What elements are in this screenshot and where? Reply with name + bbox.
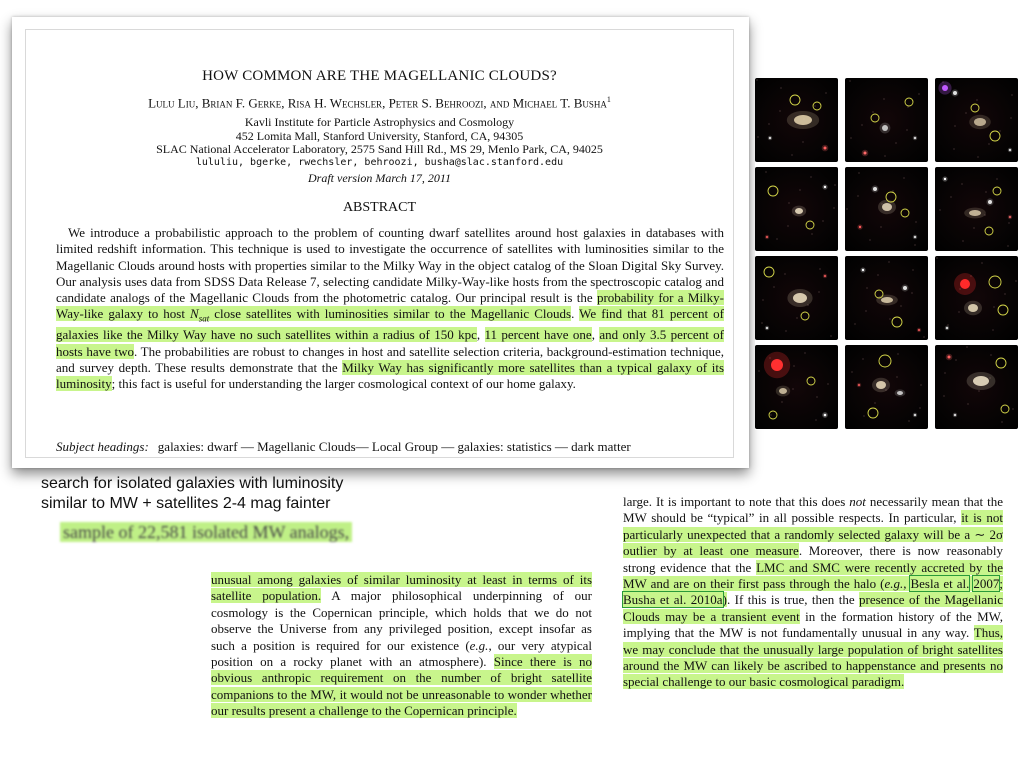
star — [766, 236, 768, 238]
galaxy — [876, 381, 886, 389]
background-star — [812, 234, 813, 235]
background-star — [909, 421, 910, 422]
excerpt-text: . If this is true, then the — [726, 592, 860, 608]
background-star — [966, 113, 967, 114]
background-star — [994, 307, 995, 308]
abstract-card — [12, 17, 749, 468]
galaxy — [795, 208, 803, 214]
satellite-marker-circle — [769, 411, 777, 419]
background-star — [1012, 95, 1013, 96]
star — [824, 147, 827, 150]
background-star — [881, 227, 882, 228]
background-star — [847, 209, 848, 210]
background-star — [828, 384, 829, 385]
fragment-text: sample of 22,581 isolated MW analogs, — [60, 522, 352, 542]
star — [942, 85, 948, 91]
background-star — [759, 371, 760, 372]
galaxy-thumbnail-image — [935, 167, 1018, 251]
background-star — [785, 274, 786, 275]
galaxy — [988, 200, 992, 204]
author-list — [26, 95, 733, 111]
star — [858, 384, 860, 386]
galaxy — [794, 115, 812, 125]
excerpt-text: not — [849, 494, 866, 509]
background-star — [815, 106, 816, 107]
satellite-marker-circle — [764, 267, 774, 277]
background-star — [907, 130, 908, 131]
background-star — [963, 241, 964, 242]
background-star — [1005, 294, 1006, 295]
star — [1009, 149, 1011, 151]
abstract-text: , — [591, 327, 600, 343]
galaxy-thumbnail-image — [845, 167, 928, 251]
galaxy-thumbnail-image — [845, 256, 928, 340]
highlight: presence of the Magellanic Clouds may be a transient event — [623, 592, 1003, 624]
highlight-text: ) — [722, 592, 727, 608]
galaxy — [882, 203, 892, 211]
galaxy-thumbnail-image — [755, 345, 838, 429]
background-star — [858, 196, 859, 197]
background-star — [789, 203, 790, 204]
galaxy-thumbnail — [755, 167, 838, 251]
satellite-marker-circle — [1001, 405, 1009, 413]
galaxy-thumbnail — [935, 78, 1018, 162]
background-star — [1002, 422, 1003, 423]
excerpt-text: . Moreover, there is now reasonably strong evidence that the — [623, 543, 1003, 575]
citation-link[interactable]: Busha et al. 2010a — [623, 592, 723, 608]
star — [824, 414, 827, 417]
galaxy — [779, 388, 787, 394]
highlight: Milky Way has significantly more satellites than a typical galaxy of its luminosity — [56, 359, 725, 392]
background-star — [811, 177, 812, 178]
galaxy-thumbnail — [935, 167, 1018, 251]
affiliation-line: SLAC National Accelerator Laboratory, 2575 Sand Hill Rd., MS 29, Menlo Park, CA, 94025 — [156, 142, 603, 156]
galaxy — [953, 91, 957, 95]
background-star — [1016, 281, 1017, 282]
star — [824, 186, 826, 188]
background-star — [878, 275, 879, 276]
excerpt-left — [211, 572, 592, 720]
satellite-marker-circle — [801, 312, 809, 320]
highlight: it is not particularly unexpected that a randomly selected galaxy will be a ∼ 2σ outlier by at least one measure — [623, 510, 1003, 559]
background-star — [831, 336, 832, 337]
background-star — [889, 262, 890, 263]
background-star — [834, 208, 835, 209]
subject-text: galaxies: dwarf — Magellanic Clouds— Local Group — galaxies: statistics — dark matter — [157, 439, 631, 454]
star — [948, 356, 951, 359]
star — [946, 327, 948, 329]
background-star — [863, 359, 864, 360]
background-star — [908, 107, 909, 108]
background-star — [913, 270, 914, 271]
background-star — [915, 245, 916, 246]
background-star — [866, 311, 867, 312]
background-star — [967, 347, 968, 348]
background-star — [800, 190, 801, 191]
background-star — [974, 228, 975, 229]
galaxy-thumbnail-image — [755, 167, 838, 251]
authors-text: Lulu Liu, Brian F. Gerke, Risa H. Wechsler, Peter S. Behroozi, and Michael T. Busha — [148, 95, 607, 111]
highlight: Thus, we may conclude that the unusually large population of bright satellites around the MW can likely be ascribed to happenstance and presents no special challenge to our basic cosmological paradigm. — [623, 625, 1003, 690]
background-star — [763, 300, 764, 301]
satellite-marker-circle — [985, 227, 993, 235]
abstract-text: ; this fact is useful for understanding the larger cosmological context of our home galaxy. — [111, 376, 576, 392]
background-star — [979, 391, 980, 392]
star — [914, 137, 916, 139]
star — [944, 178, 946, 180]
background-star — [788, 226, 789, 227]
background-star — [945, 373, 946, 374]
background-star — [835, 185, 836, 186]
background-star — [1000, 131, 1001, 132]
background-star — [884, 99, 885, 100]
background-star — [916, 222, 917, 223]
galaxy — [897, 391, 903, 395]
background-star — [1008, 246, 1009, 247]
satellite-marker-circle — [892, 317, 902, 327]
galaxy — [973, 376, 989, 386]
star — [960, 279, 970, 289]
citation-link[interactable]: 2007 — [973, 576, 1000, 592]
background-star — [919, 94, 920, 95]
excerpt-text: large. It is important to note that this does — [623, 494, 850, 509]
star — [914, 236, 916, 238]
highlight: Since there is no obvious anthropic requirement on the number of bright satellite companions to the MW, it would not be unreasonable to wonder whether our results present a challenge to the Copernican principle. — [211, 654, 592, 719]
galaxy-thumbnail — [755, 78, 838, 162]
star — [766, 327, 768, 329]
background-star — [993, 330, 994, 331]
galaxy-thumbnail-image — [845, 78, 928, 162]
background-star — [989, 144, 990, 145]
background-star — [757, 80, 758, 81]
star — [954, 414, 956, 416]
background-star — [977, 100, 978, 101]
background-star — [956, 360, 957, 361]
background-star — [781, 88, 782, 89]
satellite-marker-circle — [989, 276, 1001, 288]
satellite-marker-circle — [768, 186, 778, 196]
satellite-marker-circle — [990, 131, 1000, 141]
galaxy-thumbnail-image — [755, 256, 838, 340]
background-star — [893, 191, 894, 192]
background-star — [951, 197, 952, 198]
satellite-marker-circle — [998, 305, 1008, 315]
affiliation-line: 452 Lomita Mall, Stanford University, Stanford, CA, 94305 — [235, 129, 524, 143]
galaxy — [968, 304, 978, 312]
highlighted-fragment — [60, 522, 410, 546]
excerpt-text: , our very atypical position on a rocky planet with an atmosphere). — [211, 637, 593, 670]
galaxy-thumbnail-image — [935, 345, 1018, 429]
background-star — [780, 111, 781, 112]
galaxy-thumbnail — [845, 78, 928, 162]
satellite-marker-circle — [813, 102, 821, 110]
galaxy — [793, 293, 807, 303]
abstract-text: We introduce a probabilistic approach to the problem of counting dwarf satellites around host galaxies in databases with limited redshift information. This technique is used to investigate the occurrence of satellites with luminosities similar to the Magellanic Clouds around hosts with properties similar to the Milky Way in the object catalog of the Sloan Digital Sky Survey. Our analysis uses data from SDSS Data Release 7, selecting candidate Milky-Way-like hosts from the spectroscopic catalog and candidate analogs of the Magellanic Clouds from the photometric catalog. Our principal result is the — [56, 225, 724, 306]
highlight: 11 percent have one — [484, 327, 592, 343]
background-star — [852, 372, 853, 373]
background-star — [898, 354, 899, 355]
background-star — [959, 312, 960, 313]
background-star — [819, 292, 820, 293]
abstract-body — [56, 225, 724, 393]
author-emails: lululiu, bgerke, rwechsler, behroozi, busha@slac.stanford.edu — [195, 157, 564, 168]
galaxy — [873, 187, 877, 191]
abstract-text: . The probabilities are robust to changes in host and satellite selection criteria, background-estimation technique, and survey depth. These results demonstrate that the — [56, 343, 724, 375]
galaxy — [969, 210, 981, 216]
highlight-text: LMC and SMC were recently accreted by the MW and are on their first pass through the halo ( — [623, 559, 1003, 592]
slide-annotation: search for isolated galaxies with luminosity similar to MW + satellites 2-4 mag fainter — [41, 475, 344, 512]
satellite-marker-circle — [886, 192, 896, 202]
background-star — [855, 324, 856, 325]
background-star — [897, 377, 898, 378]
highlight-text: , — [903, 576, 911, 592]
satellite-marker-circle — [901, 209, 909, 217]
background-star — [968, 404, 969, 405]
background-star — [820, 269, 821, 270]
satellite-marker-circle — [996, 358, 1006, 368]
satellite-marker-circle — [871, 114, 879, 122]
galaxy-thumbnail-image — [935, 78, 1018, 162]
galaxy-thumbnail-image — [845, 345, 928, 429]
background-star — [762, 323, 763, 324]
highlight: and only 3.5 percent of hosts have two — [56, 327, 725, 359]
background-star — [859, 173, 860, 174]
excerpt-text: necessarily mean that the MW should be “typical” in all possible respects. In particular, — [623, 494, 1003, 526]
highlight-text: probability for a Milky-Way-like galaxy to host — [56, 290, 724, 322]
background-star — [901, 306, 902, 307]
background-star — [982, 263, 983, 264]
background-star — [896, 143, 897, 144]
galaxy — [903, 286, 907, 290]
abstract-text: , — [476, 327, 485, 343]
star — [771, 359, 783, 371]
background-star — [1009, 223, 1010, 224]
background-star — [771, 415, 772, 416]
galaxy-thumbnail — [845, 345, 928, 429]
author-footnote-mark: 1 — [606, 95, 611, 104]
highlight-text: close satellites with luminosities similar to the Magellanic Clouds — [209, 306, 572, 322]
background-star — [851, 138, 852, 139]
excerpt-right — [623, 494, 1003, 691]
background-star — [766, 172, 767, 173]
galaxy-thumbnail — [755, 256, 838, 340]
star — [864, 152, 867, 155]
background-star — [940, 210, 941, 211]
background-star — [817, 397, 818, 398]
background-star — [862, 125, 863, 126]
galaxy-thumbnail — [755, 345, 838, 429]
background-star — [924, 337, 925, 338]
star — [824, 275, 826, 277]
affiliation-line: Kavli Institute for Particle Astrophysics and Cosmology — [244, 115, 515, 129]
satellite-marker-circle — [879, 355, 891, 367]
highlight: unusual among galaxies of similar luminosity at least in terms of its satellite population. — [211, 572, 592, 604]
excerpt-text: e.g. — [469, 637, 489, 653]
galaxy-image-grid — [755, 78, 1020, 430]
background-star — [986, 192, 987, 193]
satellite-marker-circle — [905, 98, 913, 106]
satellite-marker-circle — [868, 408, 878, 418]
background-star — [962, 184, 963, 185]
star — [1009, 216, 1011, 218]
highlight: We find that 81 percent of galaxies like the Milky Way have no such satellites within a radius of 150 kpc — [56, 306, 725, 343]
background-star — [758, 137, 759, 138]
background-star — [792, 155, 793, 156]
background-star — [782, 402, 783, 403]
draft-date: Draft version March 17, 2011 — [308, 171, 451, 185]
galaxy-thumbnail — [845, 256, 928, 340]
background-star — [797, 318, 798, 319]
star — [862, 269, 864, 271]
satellite-marker-circle — [807, 377, 815, 385]
background-star — [912, 293, 913, 294]
satellite-marker-circle — [806, 221, 814, 229]
background-star — [793, 389, 794, 390]
background-star — [978, 157, 979, 158]
background-star — [920, 408, 921, 409]
background-star — [850, 81, 851, 82]
background-star — [1013, 409, 1014, 410]
satellite-marker-circle — [993, 187, 1001, 195]
subject-headings — [56, 439, 724, 454]
galaxy-thumbnail — [845, 167, 928, 251]
background-star — [794, 366, 795, 367]
star — [918, 329, 920, 331]
galaxy-thumbnail — [935, 256, 1018, 340]
background-star — [803, 142, 804, 143]
excerpt-text: in the formation history of the MW, implying that the MW is not fundamentally unusual in any way. — [623, 608, 1003, 641]
paper-title: HOW COMMON ARE THE MAGELLANIC CLOUDS? — [202, 68, 557, 84]
nsat-subscript: sat — [198, 314, 210, 325]
background-star — [823, 221, 824, 222]
satellite-marker-circle — [790, 95, 800, 105]
background-star — [875, 403, 876, 404]
background-star — [997, 179, 998, 180]
background-star — [864, 416, 865, 417]
background-star — [885, 156, 886, 157]
star — [914, 414, 916, 416]
galaxy — [881, 297, 893, 303]
background-star — [904, 178, 905, 179]
background-star — [870, 240, 871, 241]
star — [769, 137, 771, 139]
highlight-text: e.g. — [884, 576, 904, 592]
abstract-heading: ABSTRACT — [342, 200, 417, 215]
galaxy-thumbnail-image — [755, 78, 838, 162]
background-star — [1011, 118, 1012, 119]
background-star — [873, 112, 874, 113]
background-star — [777, 239, 778, 240]
background-star — [937, 258, 938, 259]
background-star — [944, 396, 945, 397]
abstract-text: . — [571, 306, 580, 322]
galaxy — [974, 118, 986, 126]
nsat-symbol: N — [190, 306, 199, 322]
background-star — [954, 149, 955, 150]
galaxy-thumbnail — [935, 345, 1018, 429]
background-star — [826, 93, 827, 94]
background-star — [774, 287, 775, 288]
galaxy — [882, 125, 888, 131]
abstract-page — [25, 29, 734, 458]
background-star — [890, 319, 891, 320]
background-star — [816, 420, 817, 421]
highlight-text: ; — [999, 576, 1004, 592]
citation-link[interactable]: Besla et al. — [910, 576, 970, 592]
star — [859, 226, 861, 228]
background-star — [955, 126, 956, 127]
subject-label: Subject headings: — [56, 439, 149, 454]
background-star — [948, 325, 949, 326]
background-star — [805, 353, 806, 354]
background-star — [769, 124, 770, 125]
background-star — [991, 355, 992, 356]
galaxy-thumbnail-image — [935, 256, 1018, 340]
background-star — [867, 288, 868, 289]
satellite-marker-circle — [971, 104, 979, 112]
excerpt-text: A major philosophical underpinning of our cosmology is the Copernican principle, which holds that we do not observe the Universe from any privileged position, except insofar as such a position is required for our existence ( — [211, 588, 592, 653]
background-star — [921, 385, 922, 386]
background-star — [786, 331, 787, 332]
